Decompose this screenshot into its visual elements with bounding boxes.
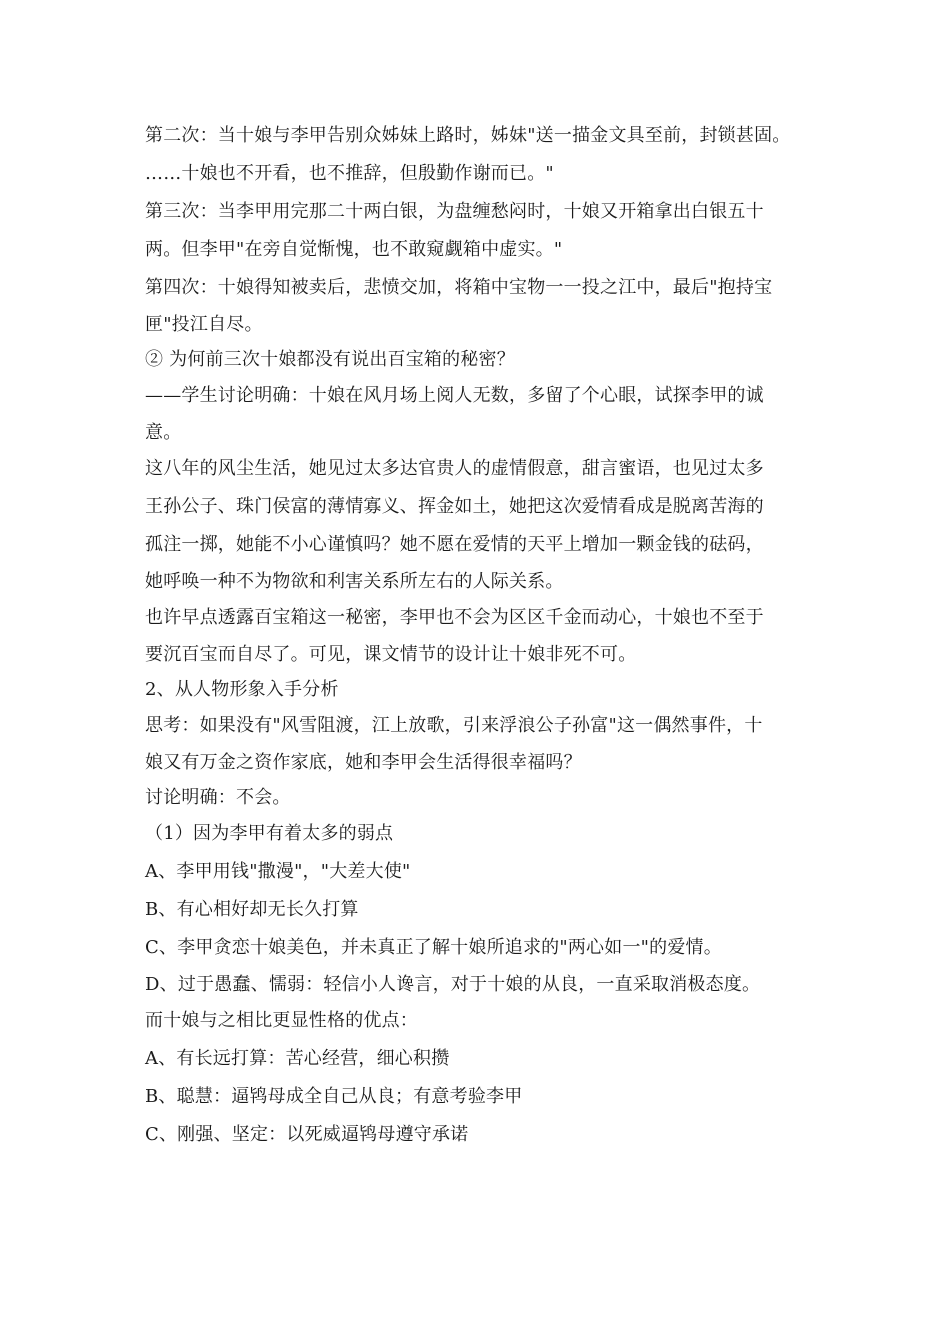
- list-item: B、有心相好却无长久打算: [145, 899, 359, 920]
- text-line: ——学生讨论明确：十娘在风月场上阅人无数，多留了个心眼，试探李甲的诚: [145, 385, 764, 406]
- list-item: C、李甲贪恋十娘美色，并未真正了解十娘所追求的"两心如一"的爱情。: [145, 937, 722, 958]
- text-line: 第二次：当十娘与李甲告别众姊妹上路时，姊妹"送一描金文具至前，封锁甚固。: [145, 125, 791, 146]
- list-item: C、刚强、坚定：以死威逼鸨母遵守承诺: [145, 1124, 469, 1145]
- list-item: B、聪慧：逼鸨母成全自己从良；有意考验李甲: [145, 1086, 523, 1107]
- subsection-heading: （1）因为李甲有着太多的弱点: [145, 823, 394, 844]
- text-line: 孤注一掷，她能不小心谨慎吗？她不愿在爱情的天平上增加一颗金钱的砝码，: [145, 534, 764, 555]
- text-line: 娘又有万金之资作家底，她和李甲会生活得很幸福吗？: [145, 752, 582, 773]
- text-line: 也许早点透露百宝箱这一秘密，李甲也不会为区区千金而动心，十娘也不至于: [145, 607, 764, 628]
- list-item: D、过于愚蠢、懦弱：轻信小人谗言，对于十娘的从良，一直采取消极态度。: [145, 974, 761, 995]
- text-line: ……十娘也不开看，也不推辞，但殷勤作谢而已。": [145, 163, 554, 184]
- text-line: 她呼唤一种不为物欲和利害关系所左右的人际关系。: [145, 571, 564, 592]
- list-item: A、李甲用钱"撒漫"，"大差大使": [145, 861, 411, 882]
- section-heading: 2、从人物形象入手分析: [145, 679, 339, 700]
- text-line: 这八年的风尘生活，她见过太多达官贵人的虚情假意，甜言蜜语，也见过太多: [145, 458, 764, 479]
- text-line: 思考：如果没有"风雪阻渡，江上放歌，引来浮浪公子孙富"这一偶然事件，十: [145, 715, 763, 736]
- document-body: [145, 117, 825, 1154]
- text-line: 两。但李甲"在旁自觉惭愧，也不敢窥觑箱中虚实。": [145, 239, 563, 260]
- text-line: 讨论明确：不会。: [145, 787, 291, 808]
- text-line: 要沉百宝而自尽了。可见，课文情节的设计让十娘非死不可。: [145, 644, 637, 665]
- text-line: 第三次：当李甲用完那二十两白银，为盘缠愁闷时，十娘又开箱拿出白银五十: [145, 201, 764, 222]
- text-line: 意。: [145, 422, 182, 443]
- text-line: 王孙公子、珠门侯富的薄情寡义、挥金如土，她把这次爱情看成是脱离苦海的: [145, 496, 764, 517]
- text-line: 匣"投江自尽。: [145, 314, 263, 335]
- text-line: 第四次：十娘得知被卖后，悲愤交加，将箱中宝物一一投之江中，最后"抱持宝: [145, 277, 773, 298]
- list-item: A、有长远打算：苦心经营，细心积攒: [145, 1048, 450, 1069]
- text-line: 而十娘与之相比更显性格的优点：: [145, 1010, 418, 1031]
- question-heading: ② 为何前三次十娘都没有说出百宝箱的秘密？: [145, 349, 515, 370]
